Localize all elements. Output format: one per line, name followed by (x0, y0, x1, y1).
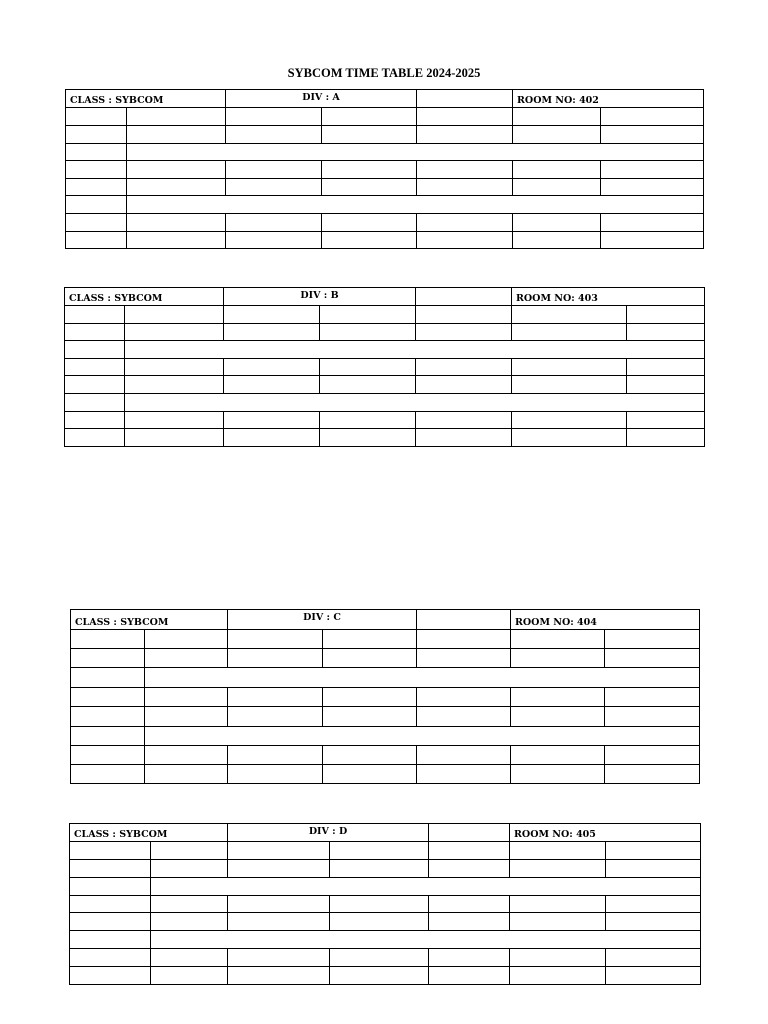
table-cell (512, 359, 627, 376)
table-row (65, 324, 705, 341)
table-cell (151, 913, 228, 931)
table-cell (510, 913, 606, 931)
table-cell (417, 232, 513, 249)
table-cell (330, 949, 429, 967)
table-row (65, 306, 705, 324)
table-cell (71, 630, 145, 649)
table-cell (151, 967, 228, 985)
table-row (71, 746, 700, 765)
table-cell (145, 630, 228, 649)
table-cell (511, 630, 605, 649)
table-cell (65, 376, 125, 394)
table-cell (601, 161, 704, 179)
table-cell (605, 707, 700, 727)
table-cell (417, 746, 511, 765)
table-cell (70, 896, 151, 913)
table-cell (224, 376, 320, 394)
table-cell (601, 232, 704, 249)
class-label: CLASS : SYBCOM (66, 90, 226, 108)
table-cell (66, 179, 127, 196)
table-cell (228, 688, 323, 707)
table-cell (429, 842, 510, 860)
timetable-div-b (64, 287, 705, 447)
table-cell (605, 765, 700, 784)
table-header-row (65, 288, 705, 306)
table-cell (627, 324, 705, 341)
table-cell (145, 649, 228, 668)
table-cell (320, 306, 416, 324)
table-cell (605, 649, 700, 668)
table-cell (429, 913, 510, 931)
table-cell (512, 306, 627, 324)
table-cell (323, 707, 417, 727)
table-cell (323, 746, 417, 765)
table-cell (601, 108, 704, 126)
table-row (71, 688, 700, 707)
table-cell (145, 668, 700, 688)
table-cell (330, 913, 429, 931)
div-label: DIV : A (226, 90, 417, 108)
table-cell (322, 108, 417, 126)
table-cell (322, 179, 417, 196)
table-cell (70, 860, 151, 878)
table-cell (127, 144, 704, 161)
table-cell (511, 688, 605, 707)
table-cell (416, 324, 512, 341)
table-cell (416, 429, 512, 447)
table-cell (125, 324, 224, 341)
class-label: CLASS : SYBCOM (65, 288, 224, 306)
table-cell (228, 896, 330, 913)
break-row (70, 931, 701, 949)
table-cell (66, 196, 127, 214)
table-cell (417, 765, 511, 784)
table-cell (511, 649, 605, 668)
table-cell (125, 341, 705, 359)
table-cell (322, 214, 417, 232)
table-cell (145, 765, 228, 784)
empty-cell (417, 90, 513, 108)
table-row (65, 412, 705, 429)
table-cell (224, 359, 320, 376)
table-cell (606, 967, 701, 985)
break-row (71, 668, 700, 688)
table-cell (322, 232, 417, 249)
table-cell (70, 878, 151, 896)
table-cell (71, 765, 145, 784)
table-row (66, 108, 704, 126)
table-cell (226, 161, 322, 179)
timetable-div-c (70, 609, 700, 784)
table-row (71, 707, 700, 727)
table-cell (65, 412, 125, 429)
table-row (70, 842, 701, 860)
table-row (65, 376, 705, 394)
table-cell (65, 306, 125, 324)
table-cell (510, 860, 606, 878)
table-cell (512, 324, 627, 341)
table-cell (70, 949, 151, 967)
table-cell (66, 214, 127, 232)
table-cell (601, 179, 704, 196)
table-cell (417, 214, 513, 232)
table-cell (145, 746, 228, 765)
break-row (66, 144, 704, 161)
class-label: CLASS : SYBCOM (70, 824, 228, 842)
table-cell (510, 967, 606, 985)
table-cell (226, 179, 322, 196)
table-cell (605, 688, 700, 707)
table-cell (145, 707, 228, 727)
table-row (66, 126, 704, 144)
room-label: ROOM NO: 405 (510, 824, 701, 842)
table-cell (417, 707, 511, 727)
table-cell (606, 896, 701, 913)
table-cell (228, 949, 330, 967)
table-cell (228, 746, 323, 765)
div-label: DIV : B (224, 288, 416, 306)
table-cell (65, 359, 125, 376)
table-cell (513, 108, 601, 126)
table-row (71, 765, 700, 784)
table-cell (127, 232, 226, 249)
table-cell (70, 913, 151, 931)
table-cell (71, 727, 145, 746)
table-cell (70, 931, 151, 949)
table-cell (513, 179, 601, 196)
table-cell (513, 214, 601, 232)
table-cell (512, 376, 627, 394)
table-cell (417, 161, 513, 179)
table-cell (322, 161, 417, 179)
table-cell (627, 306, 705, 324)
table-cell (416, 412, 512, 429)
table-cell (71, 649, 145, 668)
table-cell (127, 126, 226, 144)
break-row (65, 341, 705, 359)
table-row (65, 359, 705, 376)
table-cell (511, 707, 605, 727)
empty-cell (429, 824, 510, 842)
table-row (70, 949, 701, 967)
table-cell (511, 746, 605, 765)
room-label: ROOM NO: 404 (511, 610, 700, 630)
table-cell (66, 126, 127, 144)
timetable-div-a (65, 89, 704, 249)
table-cell (228, 630, 323, 649)
table-cell (606, 949, 701, 967)
table-cell (601, 126, 704, 144)
room-label: ROOM NO: 402 (513, 90, 704, 108)
table-cell (417, 179, 513, 196)
empty-cell (417, 610, 511, 630)
table-cell (429, 967, 510, 985)
table-cell (513, 126, 601, 144)
table-cell (228, 913, 330, 931)
table-cell (127, 108, 226, 126)
table-cell (127, 161, 226, 179)
table-cell (512, 412, 627, 429)
table-cell (125, 429, 224, 447)
table-cell (429, 949, 510, 967)
table-cell (330, 967, 429, 985)
table-cell (70, 842, 151, 860)
table-cell (627, 376, 705, 394)
table-cell (228, 707, 323, 727)
table-cell (65, 394, 125, 412)
table-cell (627, 429, 705, 447)
table-cell (510, 949, 606, 967)
break-row (66, 196, 704, 214)
table-cell (627, 359, 705, 376)
table-cell (66, 161, 127, 179)
table-cell (417, 688, 511, 707)
table-cell (513, 161, 601, 179)
table-cell (65, 341, 125, 359)
table-cell (125, 376, 224, 394)
table-cell (510, 842, 606, 860)
table-cell (145, 688, 228, 707)
table-cell (71, 707, 145, 727)
table-cell (511, 765, 605, 784)
table-cell (224, 429, 320, 447)
table-cell (70, 967, 151, 985)
table-cell (228, 649, 323, 668)
table-cell (512, 429, 627, 447)
table-cell (429, 896, 510, 913)
table-cell (417, 630, 511, 649)
table-cell (429, 860, 510, 878)
table-cell (127, 214, 226, 232)
table-row (70, 967, 701, 985)
table-cell (320, 324, 416, 341)
table-header-row (70, 824, 701, 842)
table-cell (71, 688, 145, 707)
table-cell (224, 306, 320, 324)
table-cell (224, 324, 320, 341)
table-cell (228, 967, 330, 985)
table-cell (320, 429, 416, 447)
table-cell (323, 765, 417, 784)
table-cell (601, 214, 704, 232)
table-cell (125, 394, 705, 412)
table-row (66, 179, 704, 196)
table-cell (151, 896, 228, 913)
table-cell (145, 727, 700, 746)
table-cell (151, 949, 228, 967)
table-cell (65, 429, 125, 447)
table-cell (151, 931, 701, 949)
break-row (71, 727, 700, 746)
table-cell (71, 746, 145, 765)
table-cell (417, 126, 513, 144)
class-label: CLASS : SYBCOM (71, 610, 228, 630)
table-cell (228, 765, 323, 784)
table-cell (66, 144, 127, 161)
table-cell (323, 630, 417, 649)
table-cell (330, 896, 429, 913)
table-cell (66, 232, 127, 249)
table-cell (510, 896, 606, 913)
table-header-row (71, 610, 700, 630)
table-cell (627, 412, 705, 429)
table-cell (125, 359, 224, 376)
table-cell (417, 649, 511, 668)
table-cell (322, 126, 417, 144)
table-cell (323, 649, 417, 668)
table-cell (151, 860, 228, 878)
table-cell (606, 842, 701, 860)
table-cell (226, 232, 322, 249)
table-cell (228, 842, 330, 860)
table-cell (125, 412, 224, 429)
table-cell (125, 306, 224, 324)
table-cell (416, 376, 512, 394)
table-cell (330, 842, 429, 860)
table-row (66, 232, 704, 249)
empty-cell (416, 288, 512, 306)
table-cell (226, 108, 322, 126)
table-cell (65, 324, 125, 341)
table-row (70, 913, 701, 931)
break-row (65, 394, 705, 412)
timetable-div-d (69, 823, 701, 985)
table-cell (224, 412, 320, 429)
table-row (70, 860, 701, 878)
table-row (66, 214, 704, 232)
table-cell (606, 860, 701, 878)
page-title: SYBCOM TIME TABLE 2024-2025 (287, 66, 481, 80)
table-cell (320, 359, 416, 376)
table-cell (416, 359, 512, 376)
table-cell (330, 860, 429, 878)
table-cell (606, 913, 701, 931)
table-cell (605, 746, 700, 765)
table-header-row (66, 90, 704, 108)
table-cell (226, 126, 322, 144)
table-cell (151, 842, 228, 860)
table-row (70, 896, 701, 913)
room-label: ROOM NO: 403 (512, 288, 705, 306)
div-label: DIV : D (228, 824, 429, 842)
table-row (66, 161, 704, 179)
break-row (70, 878, 701, 896)
table-cell (320, 376, 416, 394)
table-cell (71, 668, 145, 688)
table-cell (151, 878, 701, 896)
table-row (71, 649, 700, 668)
table-row (65, 429, 705, 447)
table-cell (605, 630, 700, 649)
table-cell (228, 860, 330, 878)
table-cell (417, 108, 513, 126)
table-cell (127, 179, 226, 196)
table-cell (416, 306, 512, 324)
table-cell (127, 196, 704, 214)
table-cell (513, 232, 601, 249)
table-row (71, 630, 700, 649)
table-cell (226, 214, 322, 232)
div-label: DIV : C (228, 610, 417, 630)
table-cell (66, 108, 127, 126)
table-cell (320, 412, 416, 429)
table-cell (323, 688, 417, 707)
